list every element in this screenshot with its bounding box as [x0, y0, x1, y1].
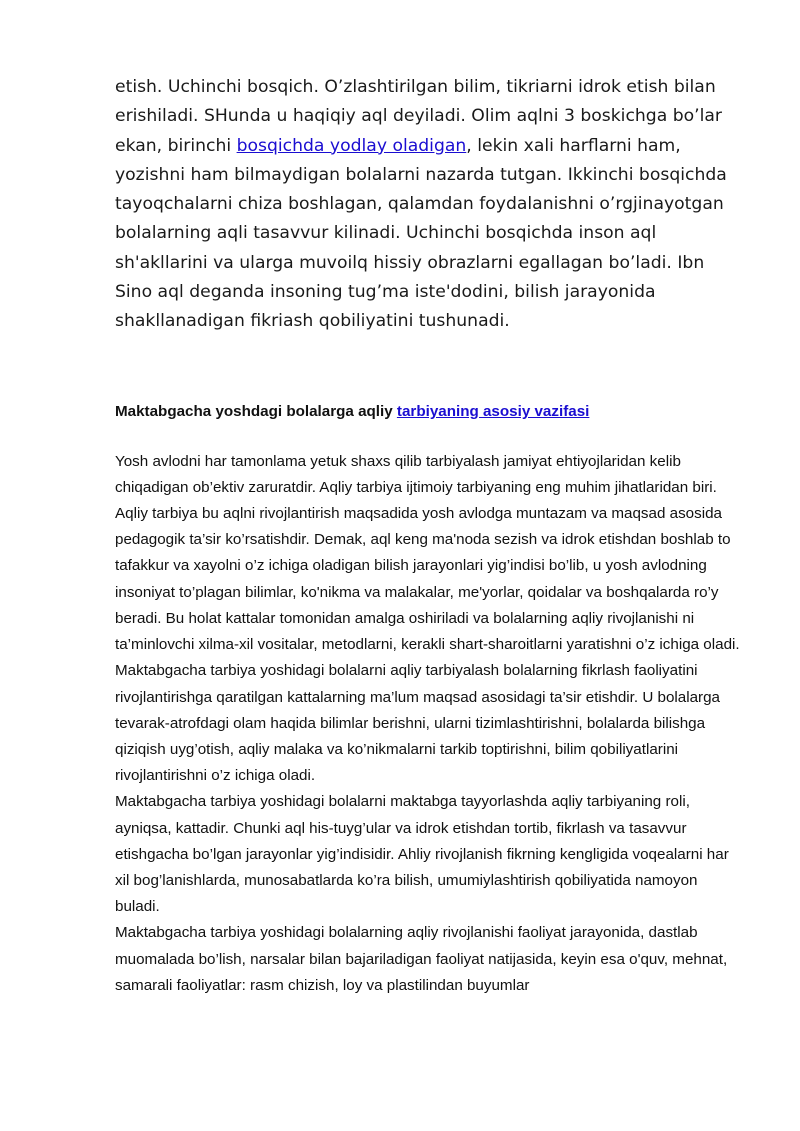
body-paragraph-2: Maktabgacha tarbiya yoshidagi bolalarni maktabga tayyorlashda aqliy tarbiyaning roli, ayniqsa, kattadir. Chunki aql his-tuyg’ular va idrok etishdan tortib, fikrlash va tasavvur etishgacha bo’lgan jarayonlar yig’indisidir. Ahliy rivojlanish fikrning kengligida voqealarni har xil bog’lanishlarda, munosabatlarda ko’ra bilish, umumiylashtirish qobiliyatida namoyon buladi. [115, 793, 729, 916]
intro-text-after-link: , lekin xali harflarni ham, yozishni ham bilmaydigan bolalarni nazarda tutgan. Ikkinchi bosqichda tayoqchalarni chiza boshlagan, qalamdan foydalanishni o’rgjinayotgan bolalarning aqli tasavvur kilinadi. Uchinchi bosqichda inson aql sh'akllarini va ularga muvoilq hissiy obrazlarni egallagan bo’ladi. Ibn Sino aql deganda insoning tug’ma iste'dodini, bilish jarayonida shakllanadigan fikriash qobiliyatini tushunadi. [115, 135, 727, 332]
section-heading [115, 401, 740, 423]
section-heading-text: Maktabgacha yoshdagi bolalarga aqliy [115, 402, 397, 420]
intro-paragraph [115, 73, 740, 337]
body-paragraph-3: Maktabgacha tarbiya yoshidagi bolalarning aqliy rivojlanishi faoliyat jarayonida, dastlab muomalada bo’lish, narsalar bilan bajariladigan faoliyat natijasida, keyin esa o'quv, mehnat, samarali faoliyatlar: rasm chizish, loy va plastilindan buyumlar [115, 924, 728, 994]
body-paragraph-1: Yosh avlodni har tamonlama yetuk shaxs qilib tarbiyalash jamiyat ehtiyojlaridan kelib chiqadigan ob’ektiv zaruratdir. Aqliy tarbiya ijtimoiy tarbiyaning eng muhim jihatlaridan biri. Aqliy tarbiya bu aqlni rivojlantirish maqsadida yosh avlodga muntazam va maqsad asosida pedagogik ta’sir ko’rsatishdir. Demak, aql keng ma'noda sezish va idrok etishdan boshlab to tafakkur va xayolni o’z ichiga oladigan bilish jarayonlari yig’indisi bo’lib, u yosh avlodning insoniyat to’plagan bilimlar, ko'nikma va malakalar, me'yorlar, qoidalar va boshqalarda ro’y beradi. Bu holat kattalar tomonidan amalga oshiriladi va bolalarning aqliy rivojlanishi ni ta’minlovchi xilma-xil vositalar, metodlarni, kerakli shart-sharoitlarni yaratishni o’z ichiga oladi. Maktabgacha tarbiya yoshidagi bolalarni aqliy tarbiyalash bolalarning fikrlash faoliyatini rivojlantirishga qaratilgan kattalarning ma’lum maqsad asosidagi ta’sir etishdir. U bolalarga tevarak-atrofdagi olam haqida bilimlar berishni, ularni tizimlashtirishni, bolalarda bilishga qiziqish uyg’otish, aqliy malaka va ko’nikmalarni tarkib toptirishni, bilim qobiliyatlarini rivojlantirishni o’z ichiga oladi. [115, 452, 740, 785]
intro-link[interactable]: bosqichda yodlay oladigan [236, 135, 467, 156]
section-heading-link[interactable]: tarbiyaning asosiy vazifasi [396, 402, 590, 420]
intro-text-before-link: etish. Uchinchi bosqich. O’zlashtirilgan bilim, tikriarni idrok etish bilan erishiladi. SHunda u haqiqiy aql deyiladi. Olim aqlni 3 boskichga bo’lar ekan, birinchi [115, 77, 722, 156]
